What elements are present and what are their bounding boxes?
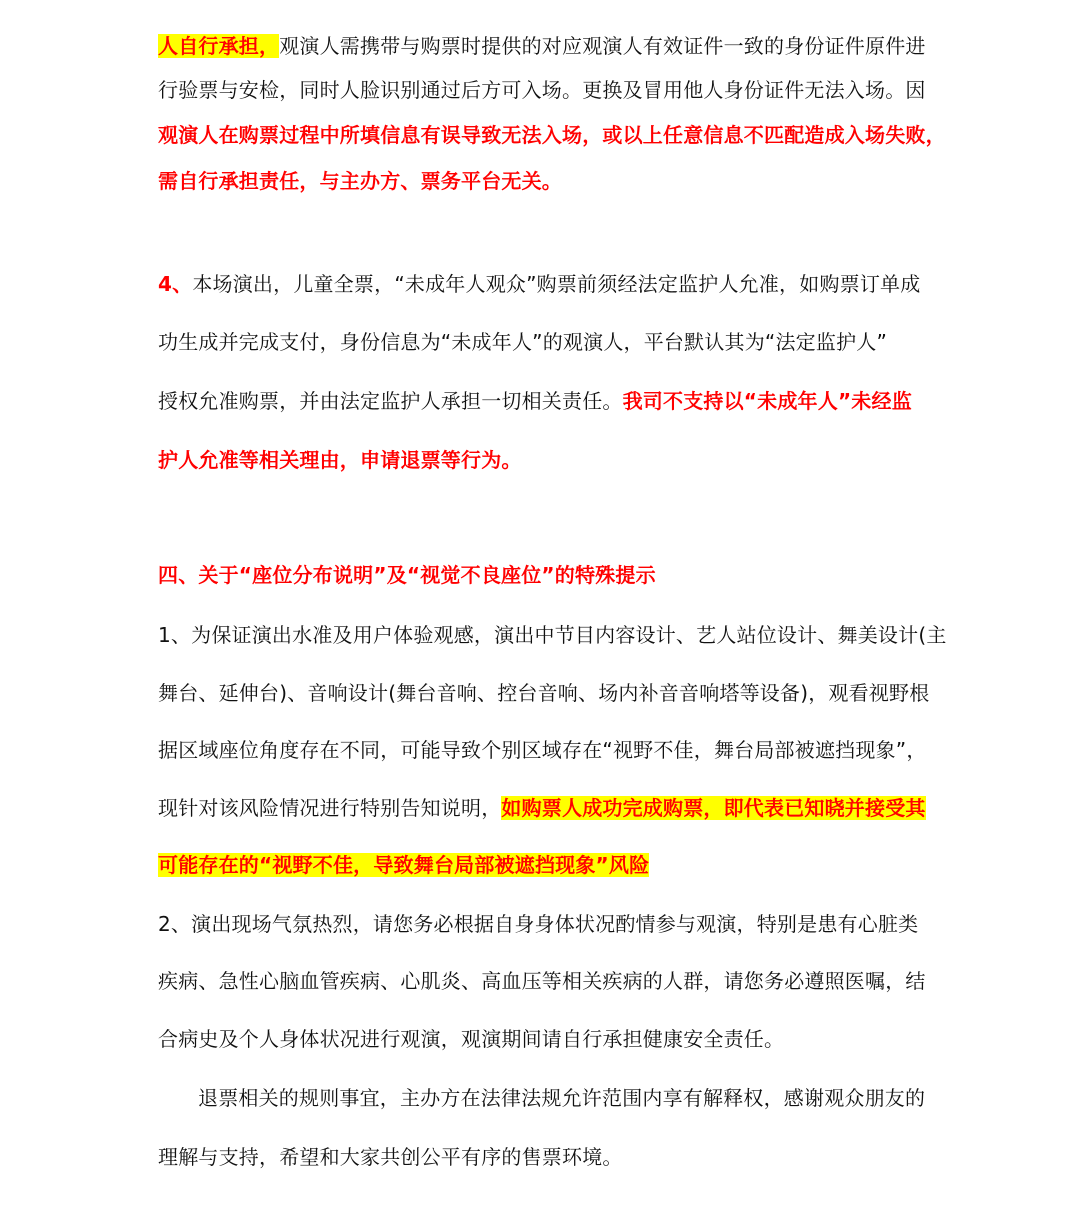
item-number: 4、 — [158, 272, 193, 296]
s4-p1-line-1: 1、为保证演出水准及用户体验观感，演出中节目内容设计、艺人站位设计、舞美设计(主 — [158, 623, 947, 647]
block1-line-2: 行验票与安检，同时人脸识别通过后方可入场。更换及冒用他人身份证件无法入场。因 — [158, 78, 926, 102]
s4-p1-line-2: 舞台、延伸台)、音响设计(舞台音响、控台音响、场内补音音响塔等设备)，观看视野根 — [158, 681, 930, 705]
block1-line-3: 观演人在购票过程中所填信息有误导致无法入场，或以上任意信息不匹配造成入场失败， — [158, 123, 946, 147]
s4-p1-line-3: 据区域座位角度存在不同，可能导致个别区域存在“视野不佳，舞台局部被遮挡现象”， — [158, 738, 927, 762]
emphasis-text: 我司不支持以“未成年人”未经监 — [622, 389, 912, 413]
highlighted-warning: 可能存在的“视野不佳，导致舞台局部被遮挡现象”风险 — [158, 853, 650, 877]
item4-line-3 — [158, 387, 912, 415]
highlighted-warning: 人自行承担， — [158, 34, 280, 58]
s4-p1-line-5 — [158, 851, 649, 879]
plain-text: 观演人需携带与购票时提供的对应观演人有效证件一致的身份证件原件进 — [279, 34, 926, 58]
s4-p2-line-2: 疾病、急性心脑血管疾病、心肌炎、高血压等相关疾病的人群，请您务必遵照医嘱，结 — [158, 969, 926, 993]
item4-line-1 — [158, 270, 920, 298]
block1-line-4: 需自行承担责任，与主办方、票务平台无关。 — [158, 169, 562, 193]
s4-p2-line-3: 合病史及个人身体状况进行观演，观演期间请自行承担健康安全责任。 — [158, 1027, 785, 1051]
s4-p1-line-4 — [158, 794, 926, 822]
item4-line-4: 护人允准等相关理由，申请退票等行为。 — [158, 448, 522, 472]
plain-text: 授权允准购票，并由法定监护人承担一切相关责任。 — [158, 389, 623, 413]
block1-line-1 — [158, 32, 926, 60]
plain-text: 本场演出，儿童全票，“未成年人观众”购票前须经法定监护人允准，如购票订单成 — [192, 272, 921, 296]
item4-line-2: 功生成并完成支付，身份信息为“未成年人”的观演人，平台默认其为“法定监护人” — [158, 330, 888, 354]
closing-line-2: 理解与支持，希望和大家共创公平有序的售票环境。 — [158, 1145, 623, 1169]
s4-p2-line-1: 2、演出现场气氛热烈，请您务必根据自身身体状况酌情参与观演，特别是患有心脏类 — [158, 912, 919, 936]
plain-text: 现针对该风险情况进行特别告知说明， — [158, 796, 502, 820]
highlighted-warning: 如购票人成功完成购票，即代表已知晓并接受其 — [501, 796, 926, 820]
section-heading: 四、关于“座位分布说明”及“视觉不良座位”的特殊提示 — [158, 563, 656, 587]
closing-line-1: 退票相关的规则事宜，主办方在法律法规允许范围内享有解释权，感谢观众朋友的 — [198, 1086, 926, 1110]
